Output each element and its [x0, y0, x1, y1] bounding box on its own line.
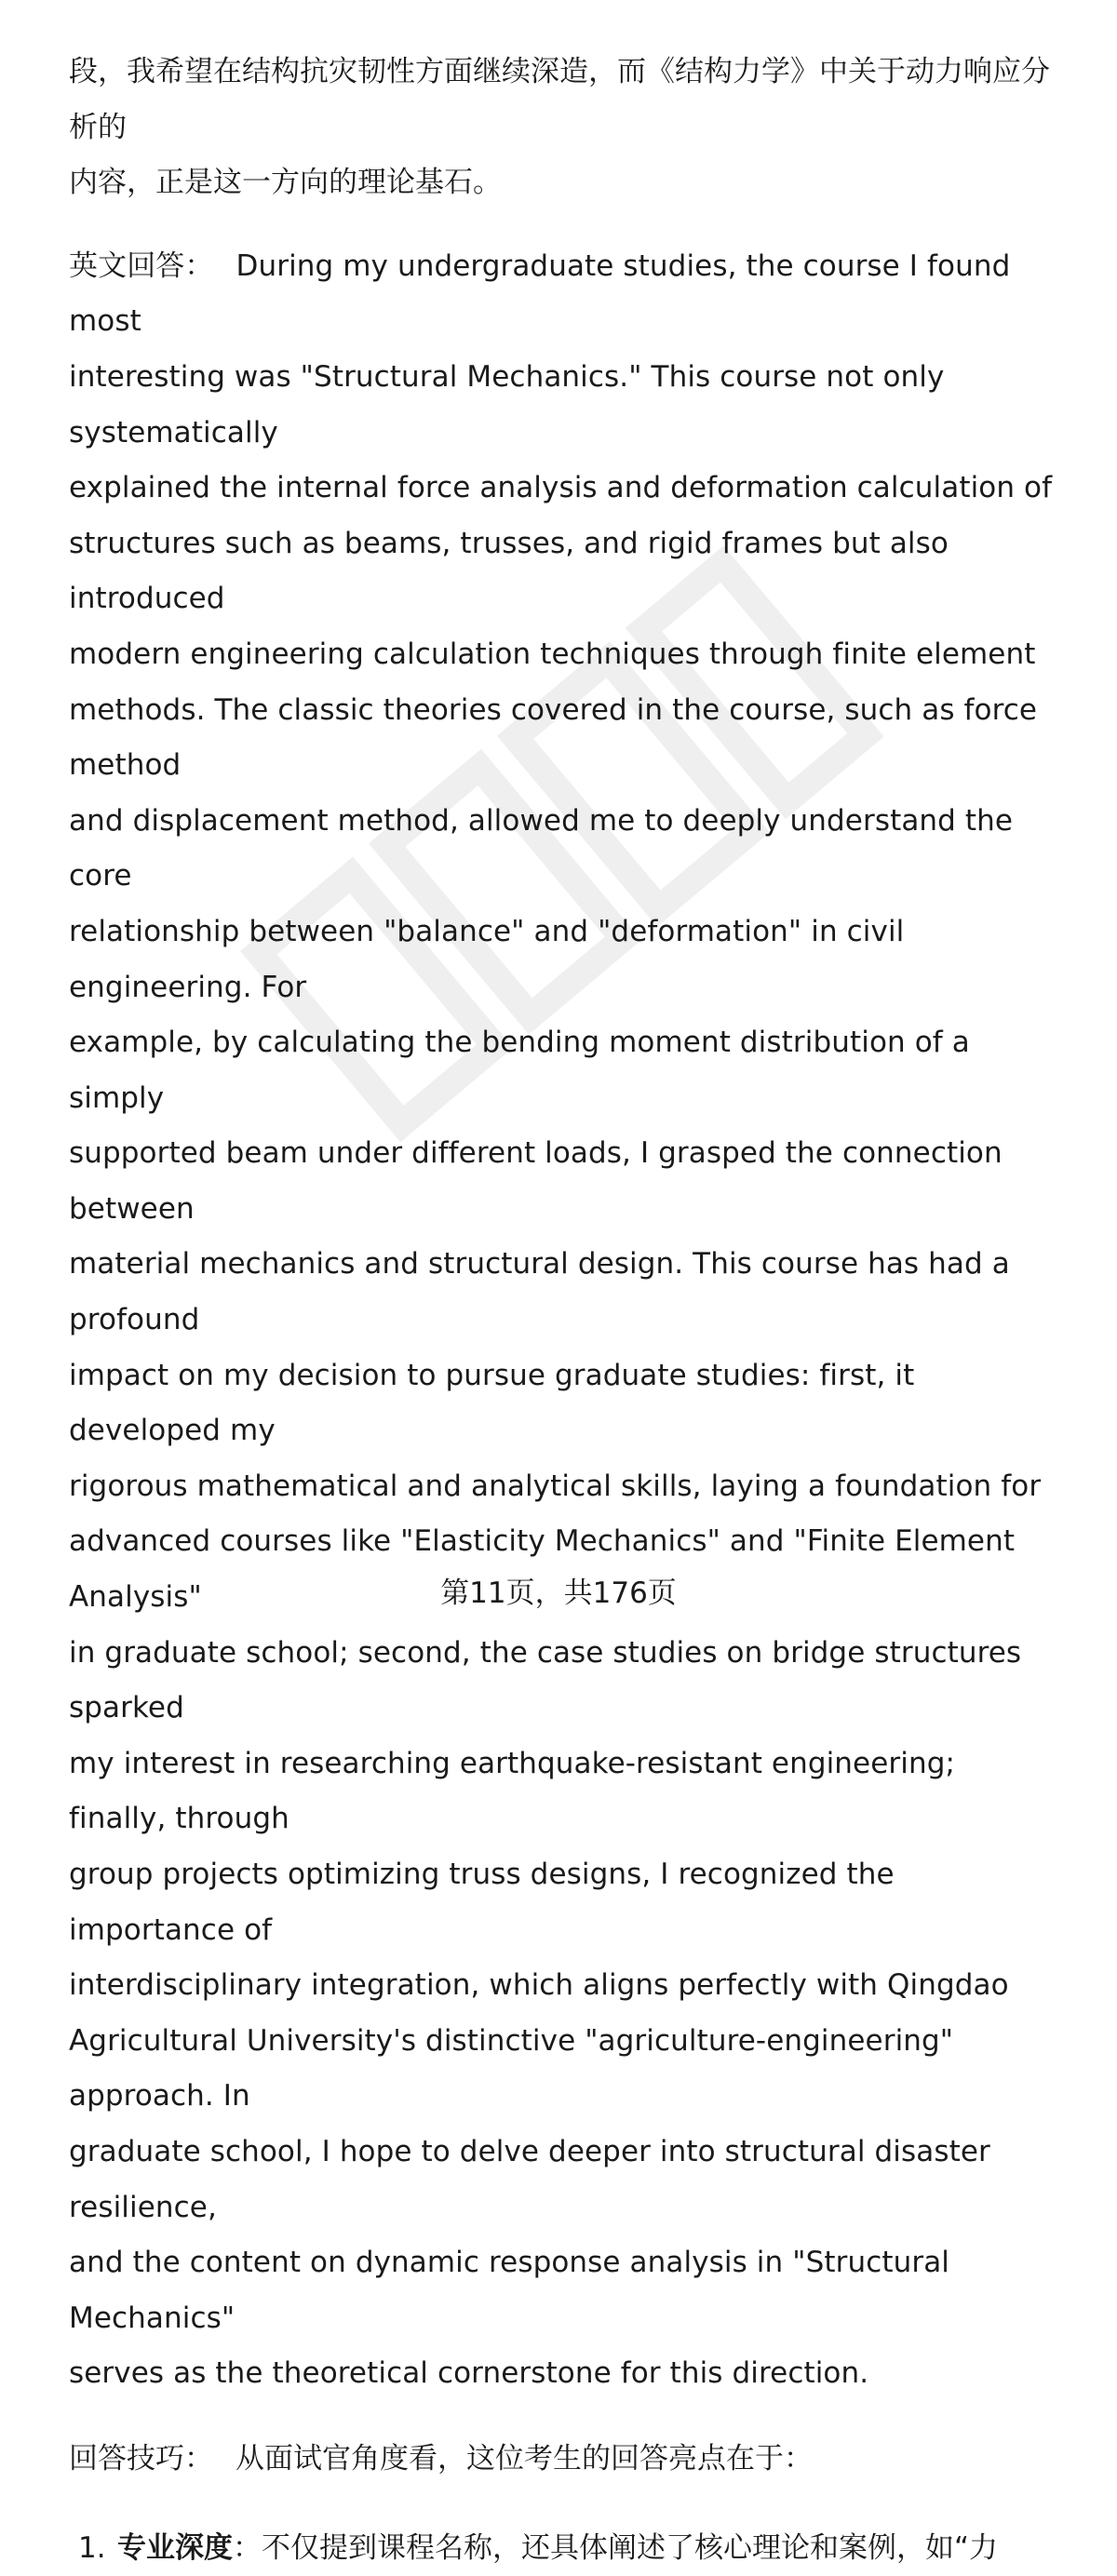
text-line: modern engineering calculation techniques through finite element: [69, 637, 1036, 671]
text-line: serves as the theoretical cornerstone for this direction.: [69, 2356, 869, 2391]
page-footer: 第11页，共176页: [440, 1576, 677, 1610]
text-line: relationship between "balance" and "deformation" in civil engineering. For: [69, 914, 905, 1004]
english-answer-paragraph: [69, 239, 1061, 2402]
text-line: example, by calculating the bending moment distribution of a simply: [69, 1026, 970, 1115]
text-line: graduate school, I hope to delve deeper into structural disaster resilience,: [69, 2134, 990, 2224]
list-item: [69, 2521, 1061, 2576]
text-line: and displacement method, allowed me to deeply understand the core: [69, 803, 1014, 893]
text-line: and the content on dynamic response analysis in "Structural Mechanics": [69, 2246, 950, 2335]
text-line: interdisciplinary integration, which aligns perfectly with Qingdao: [69, 1968, 1009, 2003]
text-line: methods. The classic theories covered in the course, such as force method: [69, 692, 1038, 783]
tips-label: 回答技巧：: [69, 2441, 213, 2475]
tips-list: [69, 2521, 1061, 2576]
text-line: impact on my decision to pursue graduate studies: first, it developed my: [69, 1358, 915, 1448]
text-line: 内容，正是这一方向的理论基石。: [69, 166, 502, 200]
text-line: 段，我希望在结构抗灾韧性方面继续深造，而《结构力学》中关于动力响应分析的: [69, 55, 1050, 144]
text-line: structures such as beams, trusses, and rigid frames but also introduced: [69, 526, 949, 616]
text-line: in graduate school; second, the case studies on bridge structures sparked: [69, 1635, 1022, 1725]
text-line: supported beam under different loads, I grasped the connection between: [69, 1136, 1003, 1226]
text-line: rigorous mathematical and analytical skills, laying a foundation for: [69, 1469, 1042, 1503]
continued-paragraph: [69, 45, 1061, 211]
list-item-number: 1.: [78, 2530, 106, 2565]
list-item-heading: 专业深度: [117, 2530, 233, 2565]
text-line: [69, 239, 1061, 350]
text-line: material mechanics and structural design. This course has had a profound: [69, 1247, 1010, 1337]
english-answer-first-line: During my undergraduate studies, the course I found most: [69, 248, 1011, 339]
text-line: explained the internal force analysis and deformation calculation of: [69, 471, 1053, 505]
text-line: advanced courses like "Elasticity Mechanics" and "Finite Element Analysis": [69, 1524, 1016, 1615]
list-item-text: ：不仅提到课程名称，还具体阐述了核心理论和案例，如“力: [233, 2530, 999, 2565]
text-line: group projects optimizing truss designs, I recognized the importance of: [69, 1858, 895, 1947]
english-answer-label: 英文回答：: [69, 248, 214, 283]
text-line: Agricultural University's distinctive "agriculture-engineering" approach. In: [69, 2023, 954, 2113]
tips-text: 从面试官角度看，这位考生的回答亮点在于：: [236, 2441, 813, 2475]
tips-paragraph: [69, 2432, 1061, 2488]
text-line: my interest in researching earthquake-resistant engineering; finally, through: [69, 1746, 956, 1836]
text-line: interesting was "Structural Mechanics." This course not only systematically: [69, 359, 945, 449]
